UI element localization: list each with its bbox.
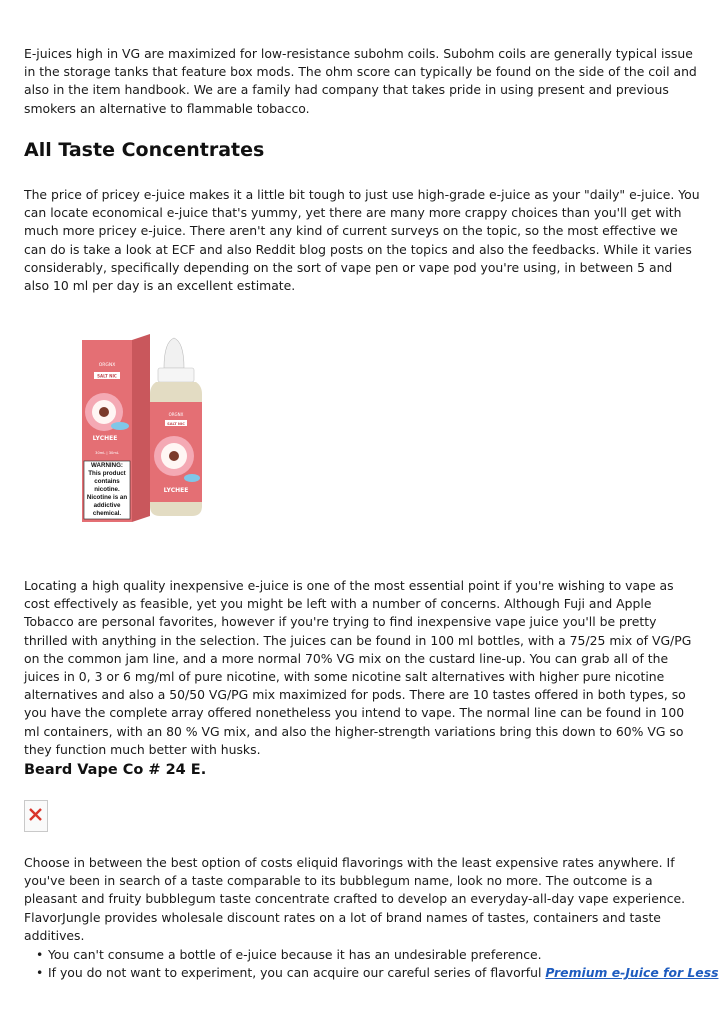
- bottle-line-label: SALT NIC: [167, 421, 185, 426]
- list-item-text: You can't consume a bottle of e-juice because it has an undesirable preference.: [48, 947, 542, 962]
- locating-paragraph: Locating a high quality inexpensive e-juice is one of the most essential point if you're wishing to vape as cost effectively as feasible, yet you might be left with a number of concerns. Although Fuji and Apple Tobacco are personal favorites, however if you're trying to find inexpensive vape juice you'll be pretty thrilled with anything in the selection. The juices can be found in 100 ml bottles, with a 75/25 mix of VG/PG on the common jam line, and a more normal 70% VG mix on the custard line-up. You can grab all of the juices in 0, 3 or 6 mg/ml of pure nicotine, with some nicotine salt alternatives with higher pure nicotine alternatives and also a 50/50 VG/PG mix maximized for pods. There are 10 tastes offered in both types, so you have the complete array offered nonetheless you intend to vape. The normal line can be found in 100 ml containers, with an 80 % VG mix, and also the higher-strength variations bring this down to 60% VG so they function much better with husks.: [24, 578, 692, 757]
- choose-paragraph: Choose in between the best option of costs eliquid flavorings with the least expensive rates anywhere. If you've been in search of a taste comparable to its bubblegum name, look no more. The outcome is a pleasant and fruity bubblegum taste concentrate crafted to develop an everyday-all-day vape experience. FlavorJungle provides wholesale discount rates on a lot of brand names of tastes, containers and taste additives.: [24, 855, 686, 943]
- box-brand-label: ORGNX: [98, 363, 116, 368]
- broken-image-icon: [24, 800, 48, 832]
- list-item: [36, 964, 719, 982]
- bottle-brand-label: ORGNX: [168, 412, 184, 417]
- box-side: [132, 334, 150, 522]
- price-paragraph: The price of pricey e-juice makes it a little bit tough to just use high-grade e-juice as your "daily" e-juice. You can locate economical e-juice that's yummy, yet there are many more crappy choices than you'll get with much more pricey e-juice. There aren't any kind of current surveys on the topic, so the most effective we can do is take a look at ECF and also Reddit blog posts on the topics and also the feedbacks. While it varies considerably, specifically depending on the sort of vape pen or vape pod you're using, in between 5 and also 10 ml per day is an excellent estimate.: [24, 187, 700, 294]
- box-flavor-label: LYCHEE: [92, 435, 118, 442]
- dropper-cap: [164, 338, 184, 368]
- bottle-cap-ring: [158, 368, 194, 382]
- box-size-label: 30mL | 30mL: [95, 451, 119, 455]
- intro-paragraph: E-juices high in VG are maximized for low-resistance subohm coils. Subohm coils are generally typical issue in the storage tanks that feature box mods. The ohm score can typically be found on the side of the coil and also in the item handbook. We are a family had company that takes pride in using present and previous smokers an alternative to flammable tobacco.: [24, 46, 697, 116]
- leaf-icon: [111, 422, 129, 430]
- product-image: [80, 330, 230, 528]
- premium-ejuice-link[interactable]: Premium e-Juice for Less: [545, 965, 719, 981]
- section-heading-beard-vape: Beard Vape Co # 24 E.: [24, 762, 207, 778]
- list-item: [36, 946, 686, 964]
- list-item-text: If you do not want to experiment, you can acquire our careful series of flavorful: [48, 965, 546, 981]
- section-heading-taste-concentrates: All Taste Concentrates: [24, 139, 265, 161]
- warning-text: WARNING: This product contains nicotine. Nicotine is an addictive chemical.: [86, 462, 128, 517]
- box-line-label: SALT NIC: [97, 373, 117, 379]
- bullet-list: [36, 946, 719, 982]
- bottle-flavor-label: LYCHEE: [163, 487, 189, 494]
